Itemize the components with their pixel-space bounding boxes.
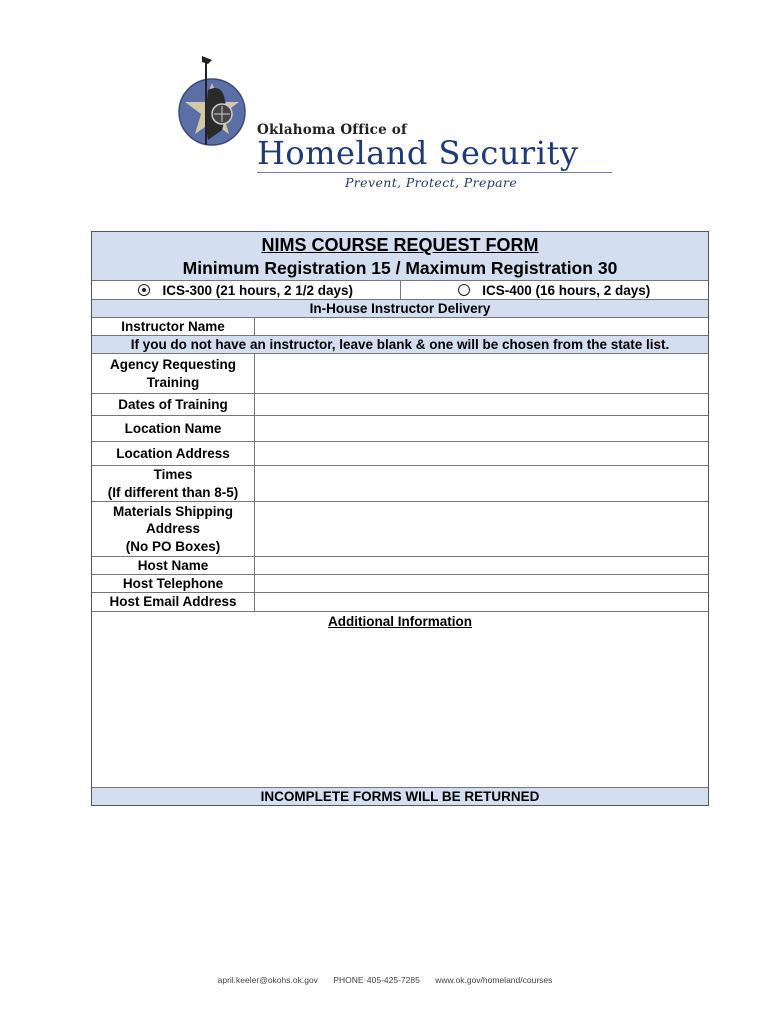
shipping-label — [92, 502, 255, 556]
footer-contact — [0, 975, 770, 985]
location-address-label: Location Address — [92, 442, 255, 465]
host-name-row — [92, 556, 708, 574]
course-label: ICS-400 (16 hours, 2 days) — [482, 282, 651, 298]
agency-row — [92, 353, 708, 393]
host-email-row — [92, 592, 708, 611]
agency-label — [92, 354, 255, 393]
location-name-label: Location Name — [92, 416, 255, 441]
times-label — [92, 466, 255, 501]
additional-info-title: Additional Information — [328, 614, 472, 629]
incomplete-warning: INCOMPLETE FORMS WILL BE RETURNED — [260, 789, 540, 804]
host-phone-row — [92, 574, 708, 592]
times-label-line1: Times — [153, 467, 193, 482]
radio-unchecked-icon[interactable] — [458, 284, 470, 296]
dates-row — [92, 393, 708, 415]
logo-divider — [257, 172, 612, 173]
times-row — [92, 465, 708, 501]
footer-phone: PHONE 405-425-7285 — [333, 975, 420, 985]
org-small-name: Oklahoma Office of — [257, 122, 407, 138]
host-name-input[interactable] — [255, 557, 708, 574]
shipping-input[interactable] — [255, 502, 708, 556]
course-request-form — [91, 231, 709, 806]
course-option-ics400[interactable] — [400, 281, 709, 299]
footer-email[interactable]: april.keeler@okohs.ok.gov — [217, 975, 318, 985]
course-options — [92, 280, 708, 299]
location-address-input[interactable] — [255, 442, 708, 465]
course-label: ICS-300 (21 hours, 2 1/2 days) — [162, 282, 354, 298]
location-address-row — [92, 441, 708, 465]
host-phone-label: Host Telephone — [92, 575, 255, 592]
agency-label-line2: Training — [146, 374, 200, 390]
agency-input[interactable] — [255, 354, 708, 393]
additional-info-area[interactable] — [92, 611, 708, 787]
host-email-label: Host Email Address — [92, 593, 255, 611]
times-label-line2: (If different than 8-5) — [107, 484, 239, 500]
shipping-label-line1: Materials Shipping — [112, 503, 234, 519]
dates-label: Dates of Training — [92, 394, 255, 415]
location-name-input[interactable] — [255, 416, 708, 441]
shipping-row — [92, 501, 708, 556]
form-title: NIMS COURSE REQUEST FORM — [261, 235, 539, 255]
location-name-row — [92, 415, 708, 441]
host-phone-input[interactable] — [255, 575, 708, 592]
oklahoma-seal-icon — [178, 50, 258, 155]
host-email-input[interactable] — [255, 593, 708, 611]
times-input[interactable] — [255, 466, 708, 501]
org-big-name: Homeland Security — [257, 134, 579, 172]
delivery-row — [92, 299, 708, 317]
logo — [178, 50, 618, 190]
form-header — [92, 232, 708, 280]
footer-website[interactable]: www.ok.gov/homeland/courses — [435, 975, 553, 985]
course-option-ics300[interactable] — [92, 281, 400, 299]
shipping-label-line3: (No PO Boxes) — [125, 538, 221, 554]
host-name-label: Host Name — [92, 557, 255, 574]
delivery-label: In-House Instructor Delivery — [309, 301, 491, 316]
dates-input[interactable] — [255, 394, 708, 415]
warning-row — [92, 787, 708, 805]
instructor-label: Instructor Name — [92, 318, 255, 335]
org-tagline: Prevent, Protect, Prepare — [345, 175, 518, 190]
instructor-row — [92, 317, 708, 335]
form-subtitle: Minimum Registration 15 / Maximum Registration 30 — [182, 258, 618, 278]
radio-checked-icon[interactable] — [138, 284, 150, 296]
instructor-note-row — [92, 335, 708, 353]
agency-label-line1: Agency Requesting — [109, 357, 237, 372]
instructor-note: If you do not have an instructor, leave blank & one will be chosen from the state list. — [130, 337, 670, 352]
shipping-label-line2: Address — [145, 521, 201, 537]
instructor-input[interactable] — [255, 318, 708, 335]
